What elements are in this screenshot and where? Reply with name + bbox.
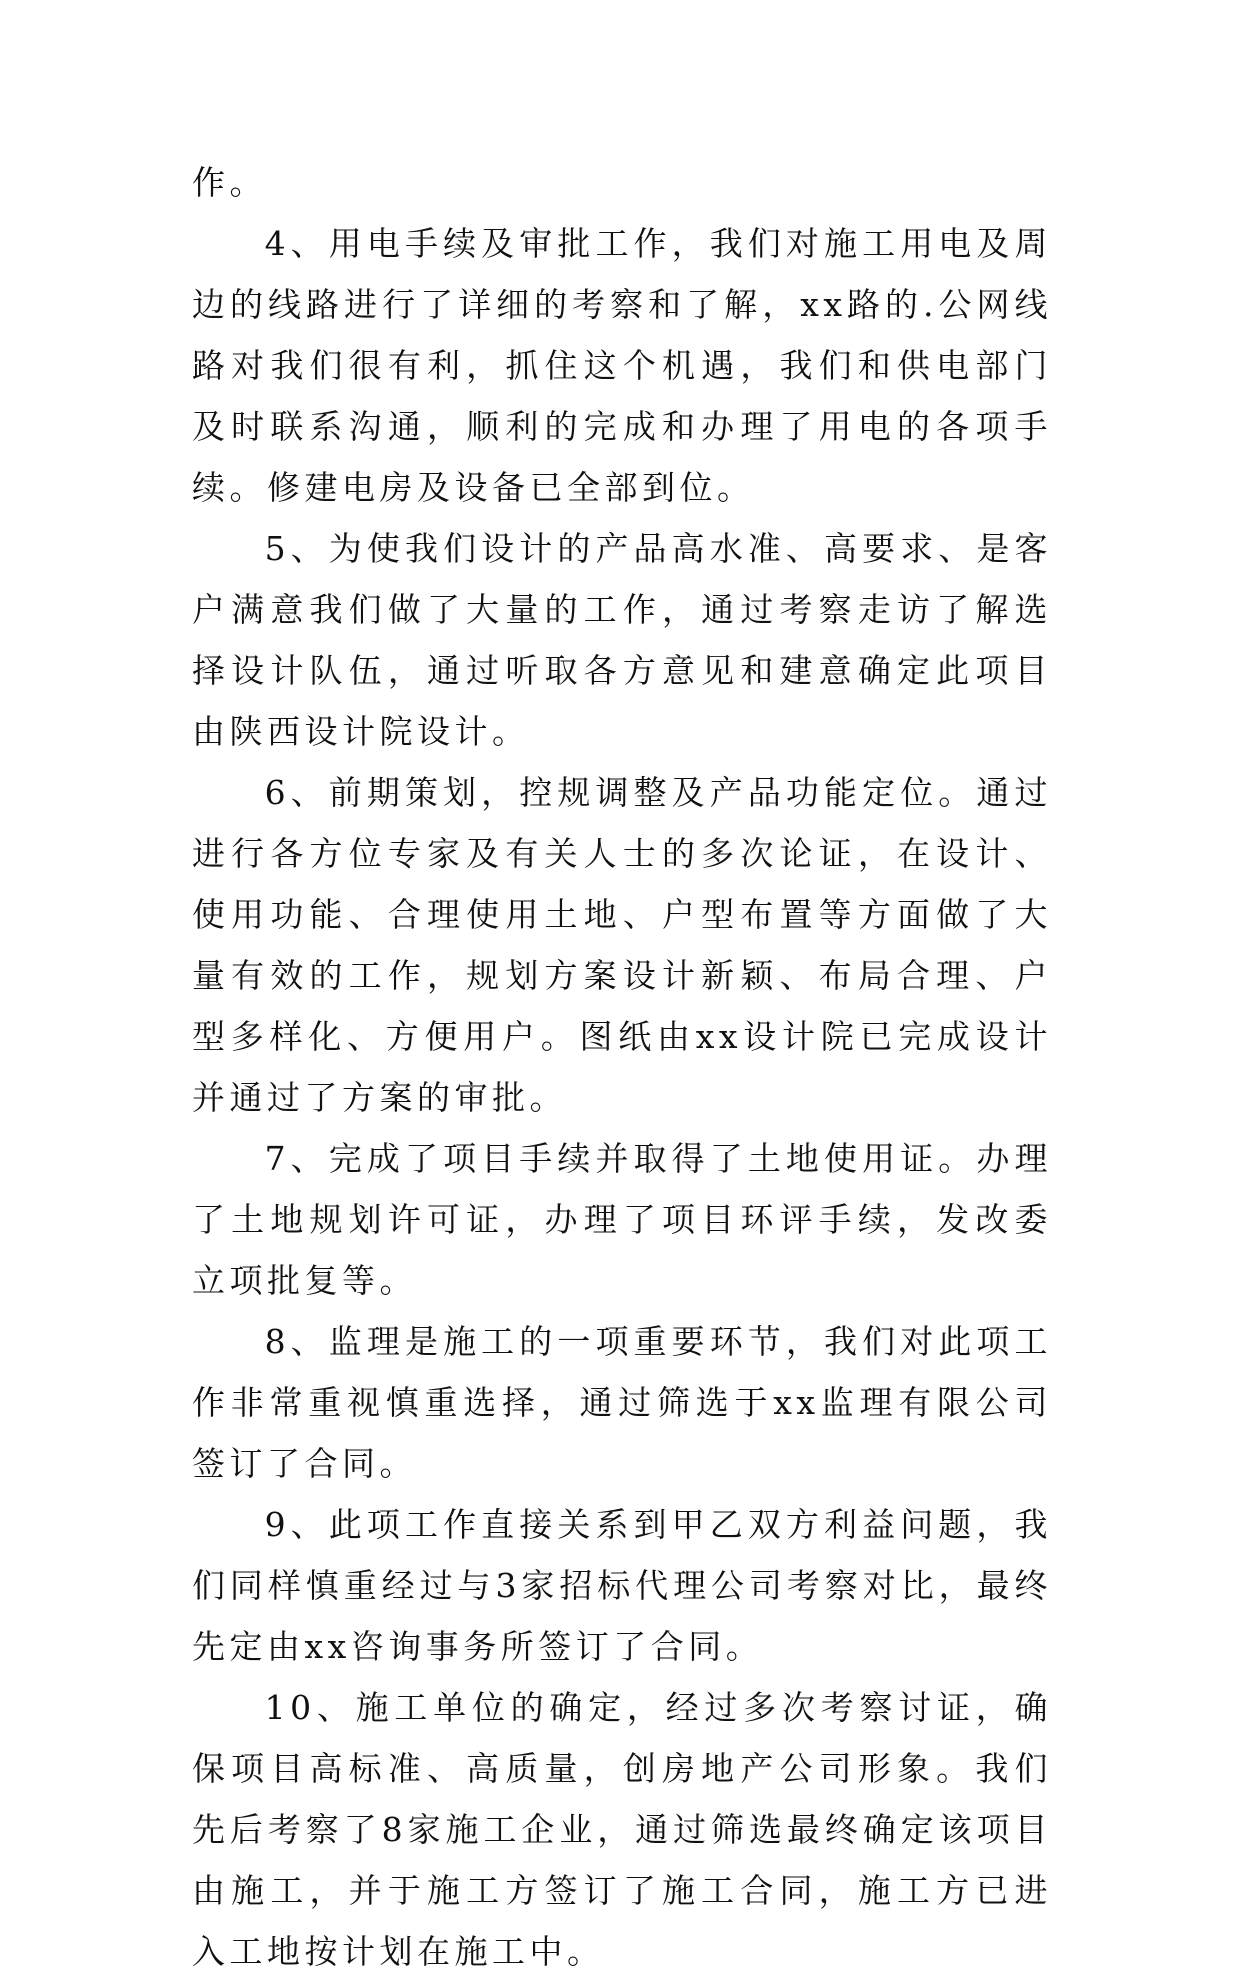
paragraph-item-8: 8、监理是施工的一项重要环节，我们对此项工作非常重视慎重选择，通过筛选于xx监理有限公司签订了合同。 bbox=[192, 1322, 1052, 1483]
paragraph-item-10: 10、施工单位的确定，经过多次考察讨证，确保项目高标准、高质量，创房地产公司形象。我们先后考察了8家施工企业，通过筛选最终确定该项目由施工，并于施工方签订了施工合同，施工方已进入工地按计划在施工中。 bbox=[192, 1688, 1052, 1971]
paragraph-continuation: 作。 bbox=[192, 163, 267, 202]
document-body bbox=[192, 152, 1052, 1982]
paragraph-item-5: 5、为使我们设计的产品高水准、高要求、是客户满意我们做了大量的工作，通过考察走访了解选择设计队伍，通过听取各方意见和建意确定此项目由陕西设计院设计。 bbox=[192, 529, 1052, 751]
paragraph-item-7: 7、完成了项目手续并取得了土地使用证。办理了土地规划许可证，办理了项目环评手续，发改委立项批复等。 bbox=[192, 1139, 1052, 1300]
paragraph-item-6: 6、前期策划，控规调整及产品功能定位。通过进行各方位专家及有关人士的多次论证，在设计、使用功能、合理使用土地、户型布置等方面做了大量有效的工作，规划方案设计新颖、布局合理、户型多样化、方便用户。图纸由xx设计院已完成设计并通过了方案的审批。 bbox=[192, 773, 1052, 1117]
paragraph-item-9: 9、此项工作直接关系到甲乙双方利益问题，我们同样慎重经过与3家招标代理公司考察对比，最终先定由xx咨询事务所签订了合同。 bbox=[192, 1505, 1052, 1666]
paragraph-item-4: 4、用电手续及审批工作，我们对施工用电及周边的线路进行了详细的考察和了解，xx路的.公网线路对我们很有利，抓住这个机遇，我们和供电部门及时联系沟通，顺利的完成和办理了用电的各项手续。修建电房及设备已全部到位。 bbox=[192, 224, 1052, 507]
